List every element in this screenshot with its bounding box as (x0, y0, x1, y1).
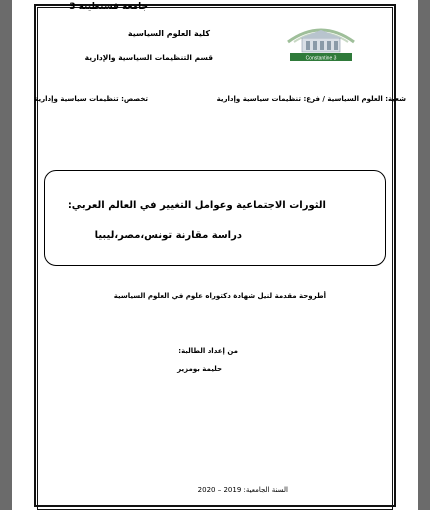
specialization-info: تخصص: تنظيمات سياسية وإدارية (34, 95, 148, 103)
logo-caption: Constantine 3 (305, 55, 337, 62)
faculty-name: كلية العلوم السياسية (127, 29, 210, 38)
department-name: قسم التنظيمات السياسية والإدارية (84, 53, 213, 62)
thesis-degree-note: أطروحة مقدمة لنيل شهادة دكتوراه علوم في العلوم السياسية (113, 292, 326, 300)
thesis-title-line1: الثورات الاجتماعية وعوامل التغيير في العالم العربي: (67, 200, 326, 211)
university-logo-icon (284, 18, 358, 64)
title-box (44, 170, 386, 266)
thesis-title-line2: دراسة مقارنة تونس،مصر،ليبيا (94, 230, 242, 241)
document-page (12, 0, 418, 510)
branch-info: شعبة: العلوم السياسية / فرع: تنظيمات سياسية وإدارية (216, 95, 406, 103)
student-name: حليمة بومزير (177, 365, 222, 373)
academic-year: السنة الجامعية: 2019 – 2020 (197, 486, 288, 494)
prepared-by-label: من إعداد الطالبة: (178, 347, 238, 355)
university-name: جامعة قسنطينة 3 (69, 2, 148, 12)
